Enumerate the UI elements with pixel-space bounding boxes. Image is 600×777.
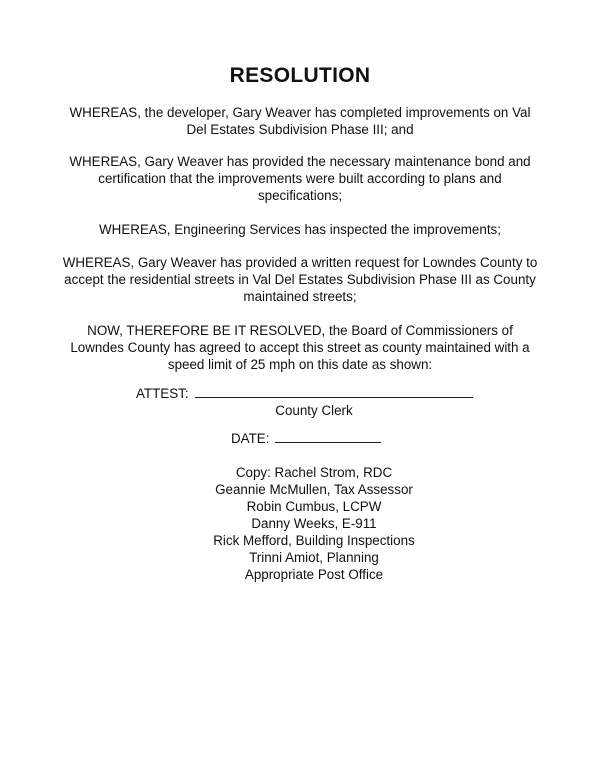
copy-item: Geannie McMullen, Tax Assessor	[215, 482, 413, 497]
resolved-paragraph: NOW, THEREFORE BE IT RESOLVED, the Board of Commissioners of Lowndes County has agreed to accept this street as county maintained with a speed limit of 25 mph on this date as shown:	[70, 323, 530, 372]
whereas-paragraph-3: WHEREAS, Engineering Services has inspected the improvements;	[99, 222, 501, 237]
copy-list	[0, 464, 600, 583]
attest-label: ATTEST:	[136, 386, 189, 401]
copy-item: Robin Cumbus, LCPW	[246, 499, 382, 514]
copy-item: Copy: Rachel Strom, RDC	[235, 465, 393, 480]
document-title: RESOLUTION	[229, 64, 371, 87]
copy-item: Danny Weeks, E-911	[251, 516, 377, 531]
date-line	[275, 430, 381, 443]
attest-block	[136, 385, 473, 402]
whereas-paragraph-4: WHEREAS, Gary Weaver has provided a written request for Lowndes County to accept the residential streets in Val Del Estates Subdivision Phase III as County maintained streets;	[62, 255, 538, 304]
attest-signature-line	[195, 385, 473, 398]
whereas-paragraph-2: WHEREAS, Gary Weaver has provided the necessary maintenance bond and certification that the improvements were built according to plans and specifications;	[69, 154, 531, 203]
whereas-paragraph-1: WHEREAS, the developer, Gary Weaver has completed improvements on Val Del Estates Subdivision Phase III; and	[69, 105, 531, 137]
date-block	[231, 430, 381, 447]
county-clerk-label: County Clerk	[275, 403, 353, 418]
copy-item: Trinni Amiot, Planning	[249, 550, 379, 565]
copy-item: Rick Mefford, Building Inspections	[213, 533, 415, 548]
date-label: DATE:	[231, 431, 270, 446]
copy-item: Appropriate Post Office	[244, 567, 384, 582]
